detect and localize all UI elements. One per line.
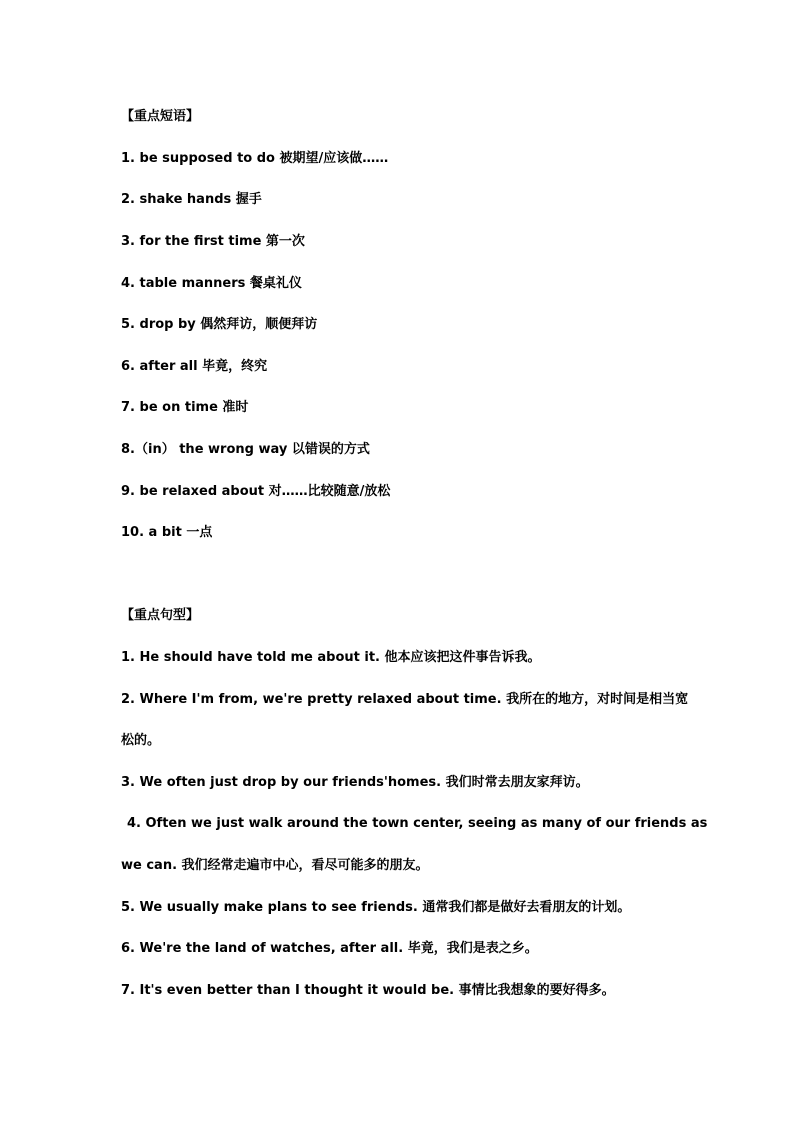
- phrase-item: 1. be supposed to do 被期望/应该做……: [121, 151, 389, 166]
- phrase-item: 8.（in） the wrong way 以错误的方式: [121, 442, 370, 457]
- phrase-item: 2. shake hands 握手: [121, 192, 262, 207]
- sentence-line: 4. Often we just walk around the town center, seeing as many of our friends as: [127, 816, 708, 831]
- sentence-line: 6. We're the land of watches, after all. 毕竟，我们是表之乡。: [121, 941, 538, 956]
- sentence-line: 2. Where I'm from, we're pretty relaxed about time. 我所在的地方，对时间是相当宽: [121, 692, 689, 707]
- phrase-item: 9. be relaxed about 对……比较随意/放松: [121, 484, 391, 499]
- phrase-item: 4. table manners 餐桌礼仪: [121, 276, 302, 291]
- phrase-item: 7. be on time 准时: [121, 400, 249, 415]
- sentences-heading: 【重点句型】: [121, 608, 200, 623]
- sentence-line: we can. 我们经常走遍市中心，看尽可能多的朋友。: [121, 858, 429, 873]
- phrase-item: 10. a bit 一点: [121, 525, 213, 540]
- phrase-item: 5. drop by 偶然拜访，顺便拜访: [121, 317, 318, 332]
- sentence-line: 7. It's even better than I thought it would be. 事情比我想象的要好得多。: [121, 983, 615, 998]
- sentence-line: 1. He should have told me about it. 他本应该把这件事告诉我。: [121, 650, 541, 665]
- phrases-heading: 【重点短语】: [121, 109, 200, 124]
- sentence-line: 5. We usually make plans to see friends. 通常我们都是做好去看朋友的计划。: [121, 900, 631, 915]
- phrase-item: 3. for the first time 第一次: [121, 234, 305, 249]
- phrase-item: 6. after all 毕竟，终究: [121, 359, 268, 374]
- sentence-line: 松的。: [121, 733, 161, 748]
- sentence-line: 3. We often just drop by our friends'homes. 我们时常去朋友家拜访。: [121, 775, 589, 790]
